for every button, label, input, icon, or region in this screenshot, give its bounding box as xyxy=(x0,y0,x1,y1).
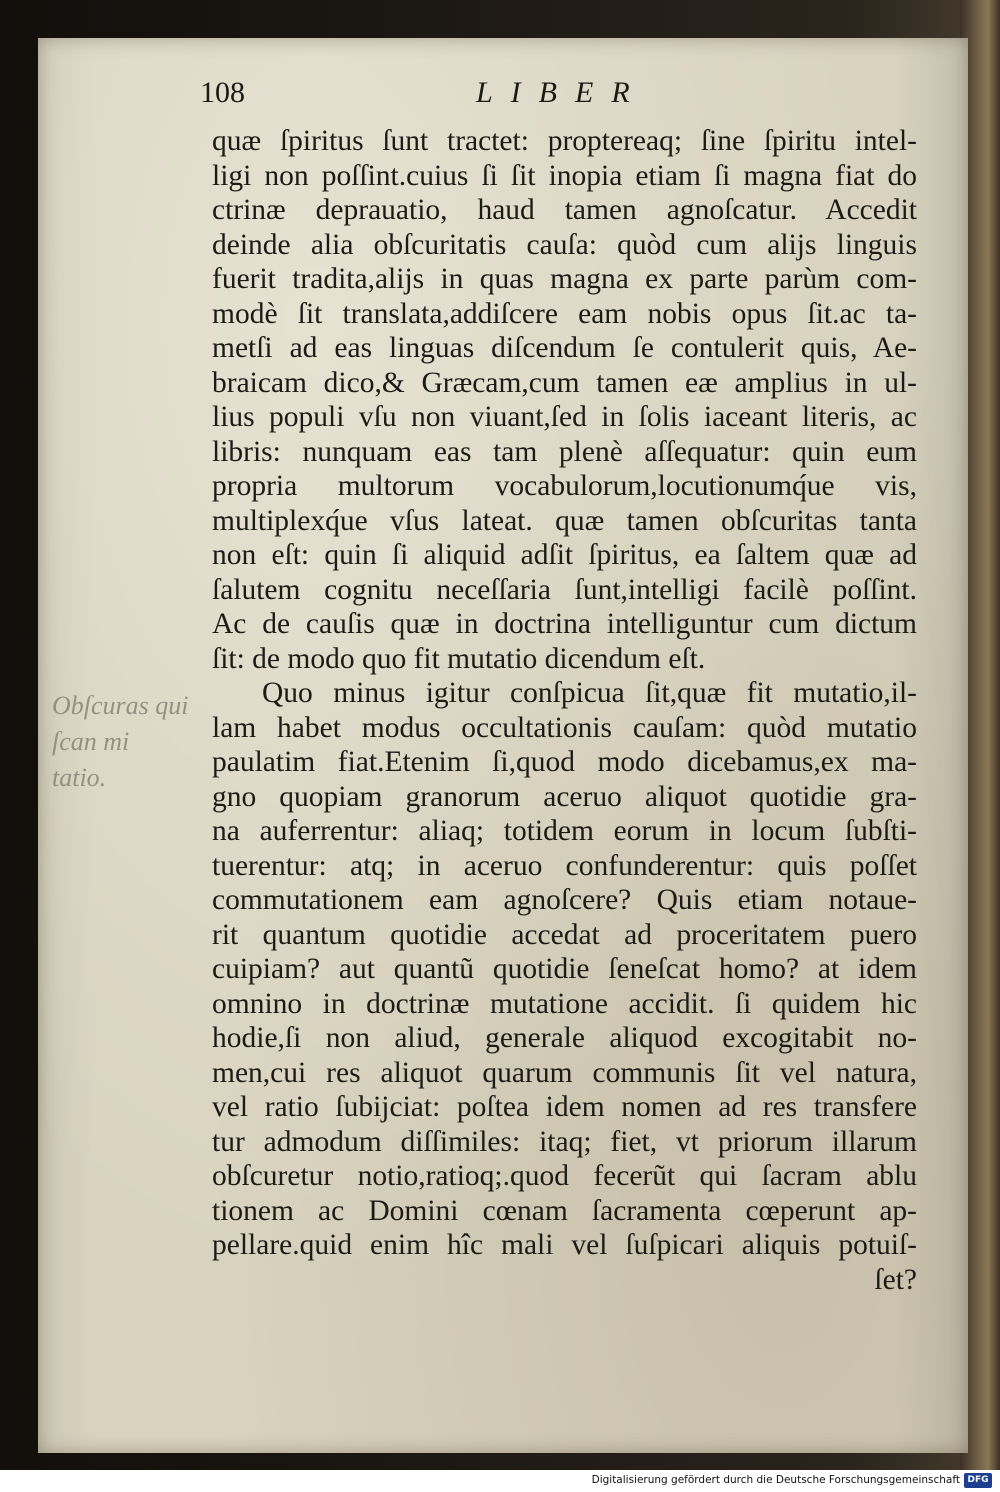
text-line: pellare.quid enim hîc mali vel ſuſpicari aliquis potuiſ- xyxy=(212,1229,917,1261)
text-line: libris: nunquam eas tam plenè aſſequatur: quin eum xyxy=(212,435,917,468)
page-number: 108 xyxy=(200,76,245,109)
text-line: hodie,ſi non aliud, generale aliquod excogitabit no- xyxy=(212,1022,917,1054)
text-line: gno quopiam granorum aceruo aliquot quotidie gra- xyxy=(212,780,917,813)
running-head-title: LIBER xyxy=(476,76,648,109)
text-line: omnino in doctrinæ mutatione accidit. ſi quidem hic xyxy=(212,987,917,1020)
dfg-logo-icon: DFG xyxy=(964,1473,992,1488)
text-line: deinde alia obſcuritatis cauſa: quòd cum alijs linguis xyxy=(212,228,917,261)
text-line: paulatim fiat.Etenim ſi,quod modo dicebamus,ex ma- xyxy=(212,746,917,778)
text-line: tionem ac Domini cœnam ſacramenta cœperunt ap- xyxy=(212,1194,917,1227)
marginal-note xyxy=(52,688,212,796)
text-line: ſit: de modo quo fit mutatio dicendum eſt. xyxy=(212,642,706,675)
text-line: cuipiam? aut quantũ quotidie ſeneſcat homo? at idem xyxy=(212,953,917,985)
text-line: multiplexq́ue vſus lateat. quæ tamen obſcuritas tanta xyxy=(212,504,917,537)
text-line: commutationem eam agnoſcere? Quis etiam notaue- xyxy=(212,884,917,916)
marginal-note-line: tatio. xyxy=(52,763,107,792)
text-line: lam habet modus occultationis cauſam: quòd mutatio xyxy=(212,711,917,744)
text-line: propria multorum vocabulorum,locutionumq́ue vis, xyxy=(212,470,917,502)
text-line: braicam dico,& Græcam,cum tamen eæ amplius in ul- xyxy=(212,366,917,399)
marginal-note-line: Obſcuras qui xyxy=(52,691,189,720)
footer-bar xyxy=(0,1470,1000,1492)
text-line: modè ſit translata,addiſcere eam nobis opus ſit.ac ta- xyxy=(212,297,917,330)
catchword: ſet? xyxy=(874,1263,917,1296)
marginal-note-line: ſcan mi xyxy=(52,727,130,756)
running-head xyxy=(200,76,920,116)
text-line: non eſt: quin ſi aliquid adſit ſpiritus, ea ſaltem quæ ad xyxy=(212,539,917,571)
text-line: Ac de cauſis quæ in doctrina intelliguntur cum dictum xyxy=(212,608,917,640)
text-line: ſalutem cognitu neceſſaria ſunt,intelligi facilè poſſint. xyxy=(212,573,917,606)
text-line: ligi non poſſint.cuius ſi ſit inopia etiam ſi magna fiat do xyxy=(212,159,917,192)
text-line: lius populi vſu non viuant,ſed in ſolis iaceant literis, ac xyxy=(212,401,917,433)
text-line: quæ ſpiritus ſunt tractet: proptereaq; ſine ſpiritu intel- xyxy=(212,125,917,157)
text-line: men,cui res aliquot quarum communis ſit vel natura, xyxy=(212,1056,917,1089)
text-line: ctrinæ deprauatio, haud tamen agnoſcatur. Accedit xyxy=(212,194,917,226)
text-line: tur admodum diſſimiles: itaq; fiet, vt priorum illarum xyxy=(212,1125,917,1158)
body-text xyxy=(212,124,917,1297)
text-line: obſcuretur notio,ratioq;.quod fecerũt qui ſacram ablu xyxy=(212,1160,917,1192)
footer-credit: Digitalisierung gefördert durch die Deutsche Forschungsgemeinschaft xyxy=(591,1474,960,1486)
text-line: vel ratio ſubijciat: poſtea idem nomen ad res transfere xyxy=(212,1091,917,1123)
text-line: fuerit tradita,alijs in quas magna ex parte parùm com- xyxy=(212,263,917,295)
text-line: rit quantum quotidie accedat ad proceritatem puero xyxy=(212,918,917,951)
text-line: na auferrentur: aliaq; totidem eorum in locum ſubſti- xyxy=(212,815,917,847)
text-line: Quo minus igitur conſpicua ſit,quæ fit mutatio,il- xyxy=(262,677,917,709)
text-line: tuerentur: atq; in aceruo confunderentur: quis poſſet xyxy=(212,849,917,882)
text-line: metſi ad eas linguas diſcendum ſe contulerit quis, Ae- xyxy=(212,332,917,364)
